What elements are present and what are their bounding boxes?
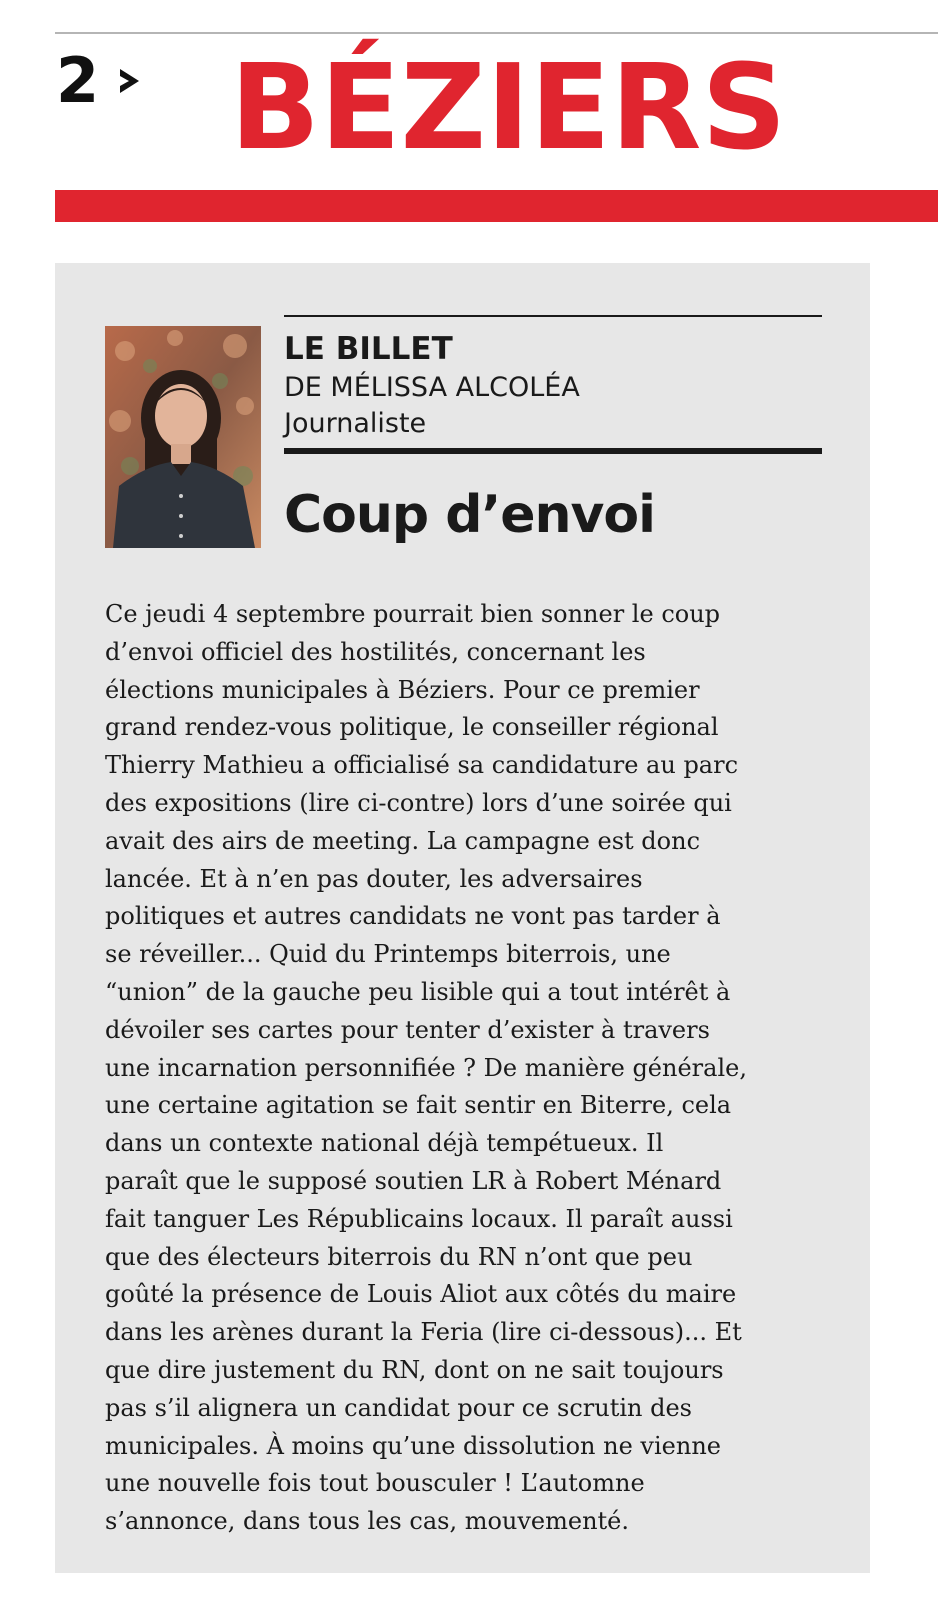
- page-number: 2: [56, 44, 100, 117]
- body-line: que des électeurs biterrois du RN n’ont que peu: [105, 1242, 693, 1271]
- column-label: LE BILLET: [284, 331, 453, 367]
- section-title: BÉZIERS: [230, 38, 787, 176]
- body-line: une nouvelle fois tout bousculer ! L’automne: [105, 1469, 645, 1498]
- body-line: municipales. À moins qu’une dissolution ne vienne: [105, 1431, 721, 1460]
- body-line: dans les arènes durant la Feria (lire ci-dessous)... Et: [105, 1318, 742, 1347]
- body-line: lancée. Et à n’en pas douter, les adversaires: [105, 864, 643, 893]
- body-line: grand rendez-vous politique, le conseiller régional: [105, 713, 719, 742]
- section-bar: [55, 190, 938, 222]
- body-line: Ce jeudi 4 septembre pourrait bien sonner le coup: [105, 600, 721, 628]
- body-line: dévoiler ses cartes pour tenter d’exister à travers: [105, 1015, 710, 1044]
- body-line: des expositions (lire ci-contre) lors d’une soirée qui: [105, 788, 732, 817]
- body-line: une certaine agitation se fait sentir en Biterre, cela: [105, 1091, 732, 1120]
- author-photo: [105, 326, 261, 548]
- body-line: “union” de la gauche peu lisible qui a tout intérêt à: [105, 977, 731, 1006]
- body-line: élections municipales à Béziers. Pour ce premier: [105, 675, 700, 704]
- body-line: paraît que le supposé soutien LR à Robert Ménard: [105, 1166, 722, 1195]
- body-line: une incarnation personnifiée ? De manière générale,: [105, 1053, 747, 1082]
- body-line: dans un contexte national déjà tempétueux. Il: [105, 1129, 664, 1158]
- body-line: goûté la présence de Louis Aliot aux côtés du maire: [105, 1280, 737, 1309]
- article-body: [105, 596, 835, 1541]
- body-line: s’annonce, dans tous les cas, mouvementé.: [105, 1507, 630, 1536]
- body-line: se réveiller... Quid du Printemps biterrois, une: [105, 940, 671, 969]
- body-line: avait des airs de meeting. La campagne est donc: [105, 826, 701, 855]
- body-line: Thierry Mathieu a officialisé sa candidature au parc: [105, 751, 739, 780]
- body-line: pas s’il alignera un candidat pour ce scrutin des: [105, 1393, 692, 1422]
- chevron-right-icon: [117, 66, 143, 96]
- author-name: DE MÉLISSA ALCOLÉA: [284, 372, 580, 403]
- header-rule-bottom: [284, 448, 822, 454]
- body-line: politiques et autres candidats ne vont pas tarder à: [105, 902, 721, 931]
- header-rule-top: [284, 315, 822, 317]
- body-line: que dire justement du RN, dont on ne sait toujours: [105, 1355, 724, 1384]
- author-role: Journaliste: [284, 408, 427, 439]
- body-line: fait tanguer Les Républicains locaux. Il paraît aussi: [105, 1204, 733, 1233]
- article-headline: Coup d’envoi: [284, 485, 655, 545]
- body-line: d’envoi officiel des hostilités, concernant les: [105, 637, 646, 666]
